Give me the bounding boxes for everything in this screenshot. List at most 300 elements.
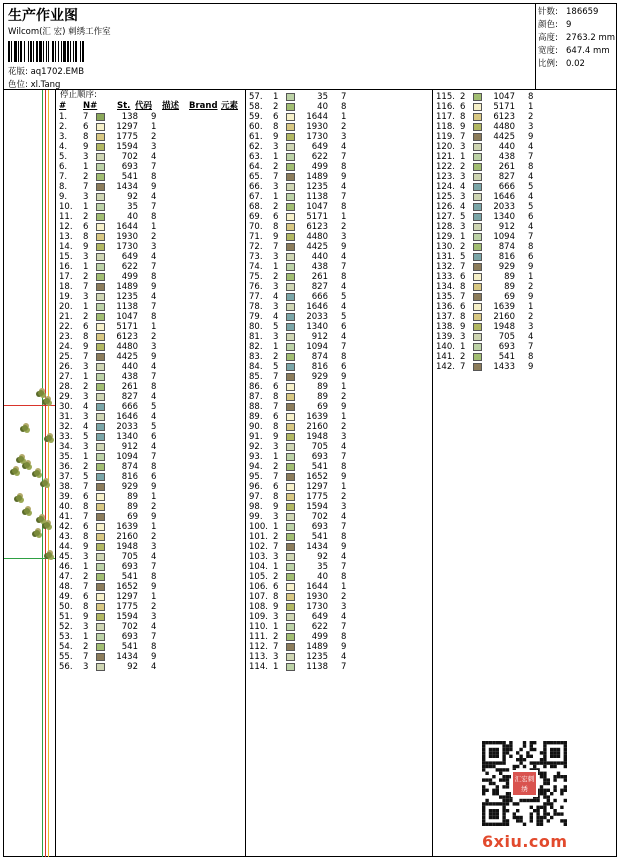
stop-index: 37. <box>59 472 73 482</box>
table-row <box>56 512 245 522</box>
needle-number: 8 <box>83 602 89 612</box>
needle-number: 3 <box>273 552 279 562</box>
color-code: 622 <box>121 262 138 272</box>
color-swatch <box>473 343 482 351</box>
qr-module <box>547 819 550 822</box>
color-swatch <box>286 443 295 451</box>
color-swatch <box>286 373 295 381</box>
embroidery-motif <box>44 398 50 404</box>
qr-module <box>499 802 502 805</box>
table-row <box>56 422 245 432</box>
qr-module <box>492 816 495 819</box>
qr-module <box>564 755 567 758</box>
sequence-number: 9 <box>341 542 347 552</box>
table-row <box>246 92 432 102</box>
stat-row <box>538 6 617 19</box>
color-code: 440 <box>311 252 328 262</box>
sequence-number: 7 <box>528 152 534 162</box>
needle-number: 7 <box>273 542 279 552</box>
qr-module <box>553 775 556 778</box>
qr-module <box>547 802 550 805</box>
table-row <box>56 382 245 392</box>
table-row <box>56 372 245 382</box>
stop-index: 121. <box>436 152 455 162</box>
color-code: 649 <box>311 612 328 622</box>
needle-number: 3 <box>460 192 466 202</box>
qr-module <box>553 755 556 758</box>
stop-index: 92. <box>249 442 263 452</box>
table-row <box>433 132 616 142</box>
table-row <box>56 412 245 422</box>
table-row <box>246 502 432 512</box>
color-code: 1340 <box>306 322 328 332</box>
color-swatch <box>96 153 105 161</box>
stat-value: 0.02 <box>566 59 585 69</box>
sequence-number: 4 <box>341 512 347 522</box>
qr-module <box>482 806 485 809</box>
design-label: 花版: <box>8 67 28 77</box>
table-row <box>56 152 245 162</box>
qr-module <box>513 816 516 819</box>
sequence-number: 1 <box>151 522 157 532</box>
color-code: 1930 <box>306 592 328 602</box>
qr-module <box>543 809 546 812</box>
stop-index: 28. <box>59 382 73 392</box>
color-code: 1594 <box>116 612 138 622</box>
sequence-number: 4 <box>341 442 347 452</box>
color-code: 1639 <box>116 522 138 532</box>
table-row <box>246 222 432 232</box>
table-row <box>56 602 245 612</box>
qr-module <box>485 802 488 805</box>
needle-number: 8 <box>273 492 279 502</box>
needle-number: 9 <box>273 502 279 512</box>
table-row <box>56 112 245 122</box>
table-row <box>56 392 245 402</box>
stop-index: 12. <box>59 222 73 232</box>
color-swatch <box>286 533 295 541</box>
color-swatch <box>96 463 105 471</box>
table-row <box>56 632 245 642</box>
header-needle: N# <box>83 101 98 111</box>
color-code: 929 <box>121 482 138 492</box>
color-swatch <box>473 133 482 141</box>
color-code: 1094 <box>493 232 515 242</box>
qr-module <box>513 765 516 768</box>
color-swatch <box>96 653 105 661</box>
qr-module <box>496 816 499 819</box>
qr-module <box>506 823 509 826</box>
qr-module <box>550 802 553 805</box>
sequence-number: 6 <box>528 252 534 262</box>
qr-module <box>492 802 495 805</box>
qr-module <box>547 778 550 781</box>
color-swatch <box>286 233 295 241</box>
table-row <box>246 262 432 272</box>
stop-index: 86. <box>249 382 263 392</box>
sequence-number: 4 <box>341 302 347 312</box>
sequence-number: 2 <box>151 132 157 142</box>
qr-module <box>543 741 546 744</box>
stop-index: 81. <box>249 332 263 342</box>
stop-index: 93. <box>249 452 263 462</box>
color-swatch <box>96 663 105 671</box>
stop-index: 141. <box>436 352 455 362</box>
color-swatch <box>473 293 482 301</box>
color-code: 499 <box>311 632 328 642</box>
color-swatch <box>286 103 295 111</box>
stop-index: 9. <box>59 192 68 202</box>
stop-index: 72. <box>249 242 263 252</box>
stop-index: 133. <box>436 272 455 282</box>
table-row <box>56 182 245 192</box>
color-swatch <box>473 203 482 211</box>
color-swatch <box>473 333 482 341</box>
needle-number: 9 <box>83 142 89 152</box>
qr-module <box>489 748 492 751</box>
sequence-number: 9 <box>151 352 157 362</box>
color-swatch <box>473 273 482 281</box>
qr-module <box>489 765 492 768</box>
table-row <box>56 662 245 672</box>
qr-module <box>492 751 495 754</box>
qr-module <box>496 812 499 815</box>
stop-index: 57. <box>249 92 263 102</box>
stop-index: 27. <box>59 372 73 382</box>
table-row <box>56 642 245 652</box>
qr-module <box>499 795 502 798</box>
stop-index: 124. <box>436 182 455 192</box>
needle-number: 6 <box>83 122 89 132</box>
color-swatch <box>96 163 105 171</box>
qr-module <box>560 806 563 809</box>
color-code: 827 <box>498 172 515 182</box>
sequence-number: 8 <box>528 352 534 362</box>
table-row <box>246 612 432 622</box>
color-code: 693 <box>311 522 328 532</box>
qr-module <box>543 782 546 785</box>
qr-module <box>482 761 485 764</box>
color-swatch <box>286 663 295 671</box>
needle-number: 2 <box>83 272 89 282</box>
color-code: 69 <box>127 512 138 522</box>
table-row <box>56 612 245 622</box>
table-row <box>56 402 245 412</box>
qr-module <box>540 816 543 819</box>
color-code: 1047 <box>306 202 328 212</box>
stop-index: 113. <box>249 652 268 662</box>
stop-index: 41. <box>59 512 73 522</box>
stop-index: 95. <box>249 472 263 482</box>
qr-module <box>489 778 492 781</box>
sequence-number: 3 <box>151 242 157 252</box>
stop-index: 52. <box>59 622 73 632</box>
needle-number: 2 <box>83 312 89 322</box>
color-swatch <box>96 333 105 341</box>
color-code: 1297 <box>306 482 328 492</box>
color-code: 827 <box>311 282 328 292</box>
sequence-number: 7 <box>341 262 347 272</box>
stop-index: 39. <box>59 492 73 502</box>
qr-module <box>502 785 505 788</box>
table-row <box>246 412 432 422</box>
stop-order-label: 停止顺序: <box>60 90 97 100</box>
stop-index: 116. <box>436 102 455 112</box>
sequence-number: 6 <box>151 432 157 442</box>
sequence-number: 8 <box>151 572 157 582</box>
needle-number: 3 <box>83 622 89 632</box>
sequence-number: 4 <box>151 152 157 162</box>
qr-code <box>482 741 567 826</box>
sequence-number: 9 <box>528 362 534 372</box>
rows-1 <box>56 112 245 672</box>
color-code: 35 <box>317 562 328 572</box>
color-swatch <box>96 453 105 461</box>
table-row <box>246 642 432 652</box>
color-swatch <box>96 423 105 431</box>
qr-module <box>540 751 543 754</box>
color-code: 1434 <box>116 652 138 662</box>
qr-module <box>502 812 505 815</box>
stop-index: 96. <box>249 482 263 492</box>
sequence-number: 2 <box>341 422 347 432</box>
color-code: 2033 <box>306 312 328 322</box>
table-row <box>433 172 616 182</box>
stop-index: 63. <box>249 152 263 162</box>
stop-index: 131. <box>436 252 455 262</box>
qr-module <box>489 751 492 754</box>
stop-index: 15. <box>59 252 73 262</box>
color-code: 702 <box>121 152 138 162</box>
color-swatch <box>286 513 295 521</box>
watermark-domain: .com <box>522 832 568 851</box>
qr-module <box>523 799 526 802</box>
needle-number: 6 <box>83 222 89 232</box>
needle-number: 9 <box>83 542 89 552</box>
color-code: 4480 <box>306 232 328 242</box>
needle-number: 2 <box>83 642 89 652</box>
sequence-number: 3 <box>151 342 157 352</box>
color-swatch <box>286 433 295 441</box>
table-row <box>433 252 616 262</box>
needle-number: 4 <box>83 402 89 412</box>
qr-module <box>502 806 505 809</box>
needle-number: 6 <box>273 412 279 422</box>
color-code: 1639 <box>306 412 328 422</box>
color-code: 4425 <box>306 242 328 252</box>
needle-number: 3 <box>460 332 466 342</box>
color-code: 541 <box>311 462 328 472</box>
design-value: aq1702.EMB <box>30 67 85 77</box>
table-row <box>56 572 245 582</box>
table-row <box>433 212 616 222</box>
qr-module <box>482 789 485 792</box>
stop-index: 104. <box>249 562 268 572</box>
needle-number: 5 <box>273 322 279 332</box>
qr-module <box>543 795 546 798</box>
stop-index: 26. <box>59 362 73 372</box>
color-swatch <box>286 123 295 131</box>
qr-module <box>540 789 543 792</box>
color-code: 2160 <box>306 422 328 432</box>
qr-module <box>543 751 546 754</box>
color-swatch <box>473 193 482 201</box>
qr-module <box>519 819 522 822</box>
qr-module <box>519 761 522 764</box>
qr-module <box>526 799 529 802</box>
qr-module <box>553 741 556 744</box>
needle-number: 1 <box>273 662 279 672</box>
color-swatch <box>286 553 295 561</box>
embroidery-motif <box>12 468 18 474</box>
color-code: 1340 <box>493 212 515 222</box>
sequence-number: 7 <box>341 152 347 162</box>
stop-index: 111. <box>249 632 268 642</box>
needle-number: 6 <box>83 492 89 502</box>
color-code: 92 <box>317 552 328 562</box>
qr-module <box>564 785 567 788</box>
qr-module <box>489 761 492 764</box>
color-swatch <box>473 353 482 361</box>
stop-index: 40. <box>59 502 73 512</box>
color-swatch <box>96 213 105 221</box>
qr-module <box>499 778 502 781</box>
qr-module <box>557 748 560 751</box>
color-swatch <box>286 453 295 461</box>
sequence-number: 8 <box>151 382 157 392</box>
color-code: 693 <box>121 162 138 172</box>
table-row <box>56 342 245 352</box>
qr-module <box>482 802 485 805</box>
table-row <box>246 432 432 442</box>
qr-module <box>550 751 553 754</box>
needle-number: 7 <box>83 112 89 122</box>
needle-number: 3 <box>273 302 279 312</box>
color-swatch <box>286 483 295 491</box>
color-code: 4425 <box>493 132 515 142</box>
color-code: 541 <box>121 172 138 182</box>
qr-module <box>492 755 495 758</box>
table-row <box>246 302 432 312</box>
color-code: 816 <box>311 362 328 372</box>
company-name: Wilcom(汇 宏) 刺绣工作室 <box>8 27 111 37</box>
sequence-number: 3 <box>341 432 347 442</box>
qr-module <box>506 748 509 751</box>
color-code: 1930 <box>116 232 138 242</box>
embroidery-motif <box>22 425 28 431</box>
stop-index: 14. <box>59 242 73 252</box>
color-swatch <box>286 223 295 231</box>
qr-module <box>492 789 495 792</box>
color-swatch <box>286 583 295 591</box>
qr-module <box>506 819 509 822</box>
qr-module <box>530 748 533 751</box>
needle-number: 9 <box>83 612 89 622</box>
qr-module <box>506 751 509 754</box>
sequence-number: 7 <box>151 372 157 382</box>
color-swatch <box>96 643 105 651</box>
qr-module <box>564 748 567 751</box>
needle-number: 4 <box>273 312 279 322</box>
color-swatch <box>286 493 295 501</box>
stop-index: 100. <box>249 522 268 532</box>
needle-number: 3 <box>83 292 89 302</box>
sequence-number: 2 <box>341 122 347 132</box>
stop-index: 135. <box>436 292 455 302</box>
color-code: 5171 <box>116 322 138 332</box>
qr-module <box>530 799 533 802</box>
qr-module <box>536 806 539 809</box>
colorist-value: xl.Tang <box>30 80 61 90</box>
sequence-number: 3 <box>341 132 347 142</box>
qr-module <box>502 816 505 819</box>
color-swatch <box>96 553 105 561</box>
color-code: 929 <box>311 372 328 382</box>
stop-index: 44. <box>59 542 73 552</box>
qr-module <box>523 744 526 747</box>
color-swatch <box>286 283 295 291</box>
qr-module <box>533 761 536 764</box>
color-swatch <box>286 463 295 471</box>
sequence-number: 9 <box>341 472 347 482</box>
qr-module <box>506 744 509 747</box>
qr-module <box>499 761 502 764</box>
color-code: 4480 <box>493 122 515 132</box>
color-code: 138 <box>121 112 138 122</box>
color-swatch <box>96 123 105 131</box>
table-row <box>56 652 245 662</box>
qr-module <box>550 761 553 764</box>
needle-number: 6 <box>273 482 279 492</box>
qr-module <box>557 812 560 815</box>
color-swatch <box>286 263 295 271</box>
stop-index: 125. <box>436 192 455 202</box>
stop-index: 80. <box>249 322 263 332</box>
qr-module <box>530 812 533 815</box>
sequence-number: 5 <box>151 422 157 432</box>
embroidery-motif <box>38 390 44 396</box>
qr-module <box>516 809 519 812</box>
header-brand: Brand <box>189 101 218 111</box>
table-row <box>246 212 432 222</box>
stop-index: 132. <box>436 262 455 272</box>
color-code: 1948 <box>306 432 328 442</box>
sequence-number: 8 <box>341 162 347 172</box>
qr-module <box>560 819 563 822</box>
qr-module <box>526 755 529 758</box>
stop-index: 91. <box>249 432 263 442</box>
stop-index: 79. <box>249 312 263 322</box>
color-swatch <box>96 233 105 241</box>
color-code: 649 <box>121 252 138 262</box>
needle-number: 9 <box>83 342 89 352</box>
color-code: 5171 <box>306 212 328 222</box>
color-swatch <box>96 583 105 591</box>
stop-index: 11. <box>59 212 73 222</box>
qr-module <box>564 799 567 802</box>
qr-module <box>496 748 499 751</box>
color-code: 261 <box>311 272 328 282</box>
qr-module <box>543 792 546 795</box>
sequence-number: 9 <box>528 262 534 272</box>
sequence-number: 2 <box>151 332 157 342</box>
stop-index: 17. <box>59 272 73 282</box>
color-code: 827 <box>121 392 138 402</box>
color-code: 261 <box>121 382 138 392</box>
table-row <box>56 252 245 262</box>
qr-module <box>502 795 505 798</box>
color-swatch <box>473 313 482 321</box>
